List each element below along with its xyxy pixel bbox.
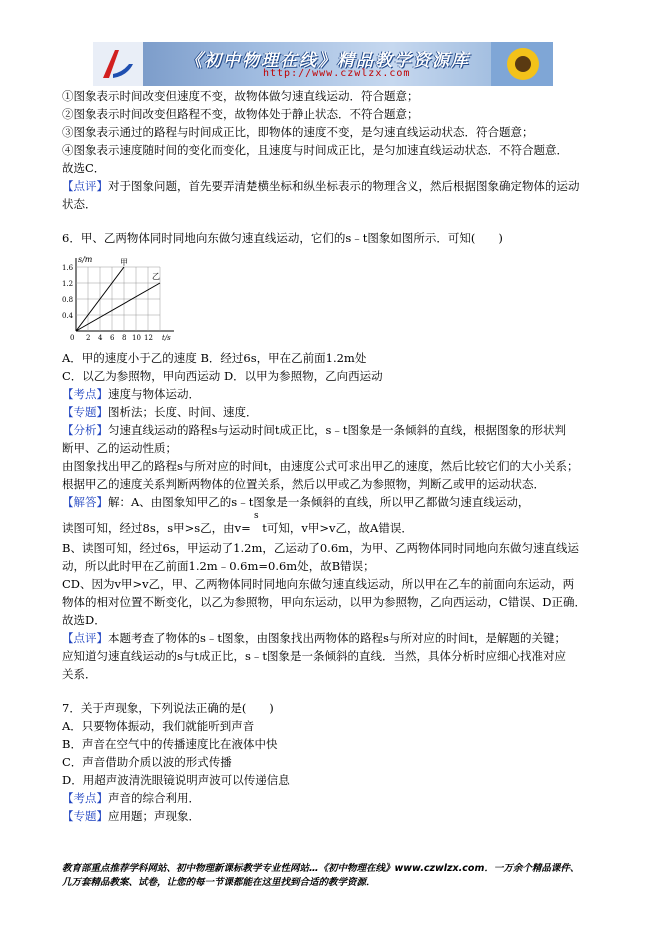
sunflower-icon <box>491 42 553 86</box>
graph-ylabel: s/m <box>78 255 93 264</box>
text-line: 断甲、乙的运动性质； <box>62 441 177 455</box>
st-graph <box>62 253 182 343</box>
footer-line: 教育部重点推荐学科网站、初中物理新课标教学专业性网站…《初中物理在线》www.czwlzx.com．一万余个精品课件、 <box>62 863 580 874</box>
text-line: ④图象表示速度随时间的变化而变化，且速度与时间成正比，是匀加速直线运动状态．不符合题意． <box>62 143 568 157</box>
line-jia-label: 甲 <box>120 258 128 267</box>
option-line: C．以乙为参照物，甲向西运动 D．以甲为参照物，乙向西运动 <box>62 369 383 383</box>
x-tick: 12 <box>144 334 153 342</box>
section-line: 【解答】解：A、由图象知甲乙的s﹣t图象是一条倾斜的直线，所以甲乙都做匀速直线运动， <box>62 495 530 509</box>
section-line: 【考点】声音的综合利用． <box>62 791 200 805</box>
section-tag: 【点评】 <box>62 179 108 193</box>
section-tag: 【分析】 <box>62 423 108 437</box>
text-line: 状态． <box>62 197 97 211</box>
section-tag: 【专题】 <box>62 405 108 419</box>
text-line: 物体的相对位置不断变化，以乙为参照物，甲向东运动，以甲为参照物，乙向西运动，C错误、D正确． <box>62 595 587 609</box>
x-tick: 4 <box>98 334 103 342</box>
x-tick: 0 <box>70 334 75 342</box>
text-line: 由图象找出甲乙的路程s与所对应的时间t，由速度公式可求出甲乙的速度，然后比较它们的大小关系； <box>62 459 579 473</box>
y-tick: 0.4 <box>62 312 74 320</box>
option-line: D．用超声波清洗眼镜说明声波可以传递信息 <box>62 773 290 787</box>
section-line: 【考点】速度与物体运动． <box>62 387 200 401</box>
section-line: 【专题】图析法；长度、时间、速度． <box>62 405 258 419</box>
y-tick: 1.6 <box>62 264 74 272</box>
page-footer <box>62 862 622 890</box>
text-line: 故选C． <box>62 161 106 175</box>
section-line: 【专题】应用题；声现象． <box>62 809 200 823</box>
graph-xlabel: t/s <box>162 334 171 342</box>
x-tick: 8 <box>122 334 127 342</box>
option-line: C．声音借助介质以波的形式传播 <box>62 755 232 769</box>
footer-line: 几万套精品教案、试卷，让您的每一节课都能在这里找到合适的教学资源． <box>62 877 376 888</box>
text-line: 读图可知，经过8s，s甲>s乙，由v= t可知，v甲>v乙，故A错误． <box>62 521 413 535</box>
y-tick: 0.8 <box>62 296 74 304</box>
line-yi-label: 乙 <box>152 272 160 281</box>
y-tick: 1.2 <box>62 280 74 288</box>
text-line: 根据甲乙的速度关系判断两物体的位置关系，然后以甲或乙为参照物，判断乙或甲的运动状态． <box>62 477 545 491</box>
comment-line: 【点评】对于图象问题，首先要弄清楚横坐标和纵坐标表示的物理含义，然后根据图象确定物体的运动 <box>62 179 580 193</box>
text-line: ②图象表示时间改变但路程不变，故物体处于静止状态．不符合题意； <box>62 107 419 121</box>
section-tag: 【解答】 <box>62 495 108 509</box>
text-line: ③图象表示通过的路程与时间成正比，即物体的速度不变，是匀速直线运动状态．符合题意； <box>62 125 534 139</box>
text-line: 动，所以此时甲在乙前面1.2m﹣0.6m=0.6m处，故B错误； <box>62 559 375 573</box>
section-tag: 【专题】 <box>62 809 108 823</box>
text-line: 故选D． <box>62 613 106 627</box>
header-banner <box>93 42 553 86</box>
section-tag: 【点评】 <box>62 631 108 645</box>
fraction-numerator: s <box>254 511 259 521</box>
section-tag: 【考点】 <box>62 387 108 401</box>
text-line: 应知道匀速直线运动的s与t成正比，s﹣t图象是一条倾斜的直线．当然，具体分析时应细心找准对应 <box>62 649 567 663</box>
x-tick: 10 <box>132 334 141 342</box>
text-line: ①图象表示时间改变但速度不变，故物体做匀速直线运动．符合题意； <box>62 89 419 103</box>
comment-line: 【点评】本题考查了物体的s﹣t图象，由图象找出两物体的路程s与所对应的时间t，是解题的关键； <box>62 631 567 645</box>
x-tick: 2 <box>86 334 91 342</box>
text-line: CD、因为v甲>v乙，甲、乙两物体同时同地向东做匀速直线运动，所以甲在乙车的前面向东运动，两 <box>62 577 575 591</box>
banner-url: http://www.czwlzx.com <box>263 68 411 79</box>
option-line: B．声音在空气中的传播速度比在液体中快 <box>62 737 278 751</box>
section-line: 【分析】匀速直线运动的路程s与运动时间t成正比，s﹣t图象是一条倾斜的直线，根据图象的形状判 <box>62 423 567 437</box>
text-line: 关系． <box>62 667 97 681</box>
section-tag: 【考点】 <box>62 791 108 805</box>
text-line: B、读图可知，经过6s，甲运动了1.2m，乙运动了0.6m，为甲、乙两物体同时同地向东做匀速直线运 <box>62 541 580 555</box>
x-tick: 6 <box>110 334 115 342</box>
line-yi <box>76 283 160 331</box>
question-7: 7．关于声现象，下列说法正确的是( ) <box>62 701 274 715</box>
option-line: A．只要物体振动，我们就能听到声音 <box>62 719 255 733</box>
question-6: 6．甲、乙两物体同时同地向东做匀速直线运动，它们的s﹣t图象如图所示．可知( ) <box>62 231 503 245</box>
site-logo-icon <box>93 42 143 86</box>
option-line: A．甲的速度小于乙的速度 B．经过6s，甲在乙前面1.2m处 <box>62 351 367 365</box>
banner-title: 《初中物理在线》精品教学资源库 <box>185 51 470 71</box>
